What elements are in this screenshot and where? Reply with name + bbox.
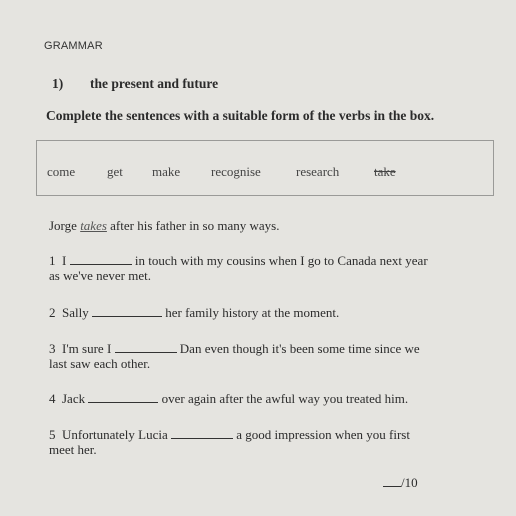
answer-blank-2[interactable] (92, 304, 162, 317)
question-5: 5 Unfortunately Lucia a good impression when you first (49, 427, 410, 442)
answer-blank-3[interactable] (115, 340, 177, 353)
word-box (36, 140, 494, 196)
question-5-continuation: meet her. (49, 442, 97, 457)
example-answer: takes (80, 218, 107, 233)
score-blank[interactable] (383, 474, 401, 487)
question-1-continuation: as we've never met. (49, 268, 151, 283)
section-number: 1) (52, 76, 64, 91)
answer-blank-5[interactable] (171, 426, 233, 439)
section-title: the present and future (90, 76, 219, 91)
question-4: 4 Jack over again after the awful way you treated him. (49, 391, 409, 406)
grammar-header: GRAMMAR (44, 40, 103, 52)
question-2: 2 Sally her family history at the moment. (49, 305, 340, 320)
question-3-continuation: last saw each other. (49, 356, 151, 371)
word-come: come (47, 164, 76, 179)
answer-blank-4[interactable] (88, 390, 158, 403)
word-research: research (296, 164, 340, 179)
word-make: make (152, 164, 181, 179)
question-3: 3 I'm sure I Dan even though it's been some time since we (49, 341, 420, 356)
score-line: /10 (383, 474, 418, 491)
word-recognise: recognise (211, 164, 261, 179)
instruction-text: Complete the sentences with a suitable form of the verbs in the box. (46, 108, 435, 123)
word-get: get (107, 164, 123, 179)
example-sentence: Jorge takes after his father in so many ways. (49, 218, 280, 233)
word-take-crossed: take (374, 164, 396, 179)
question-1: 1 I in touch with my cousins when I go to Canada next year (49, 253, 428, 268)
answer-blank-1[interactable] (70, 252, 132, 265)
